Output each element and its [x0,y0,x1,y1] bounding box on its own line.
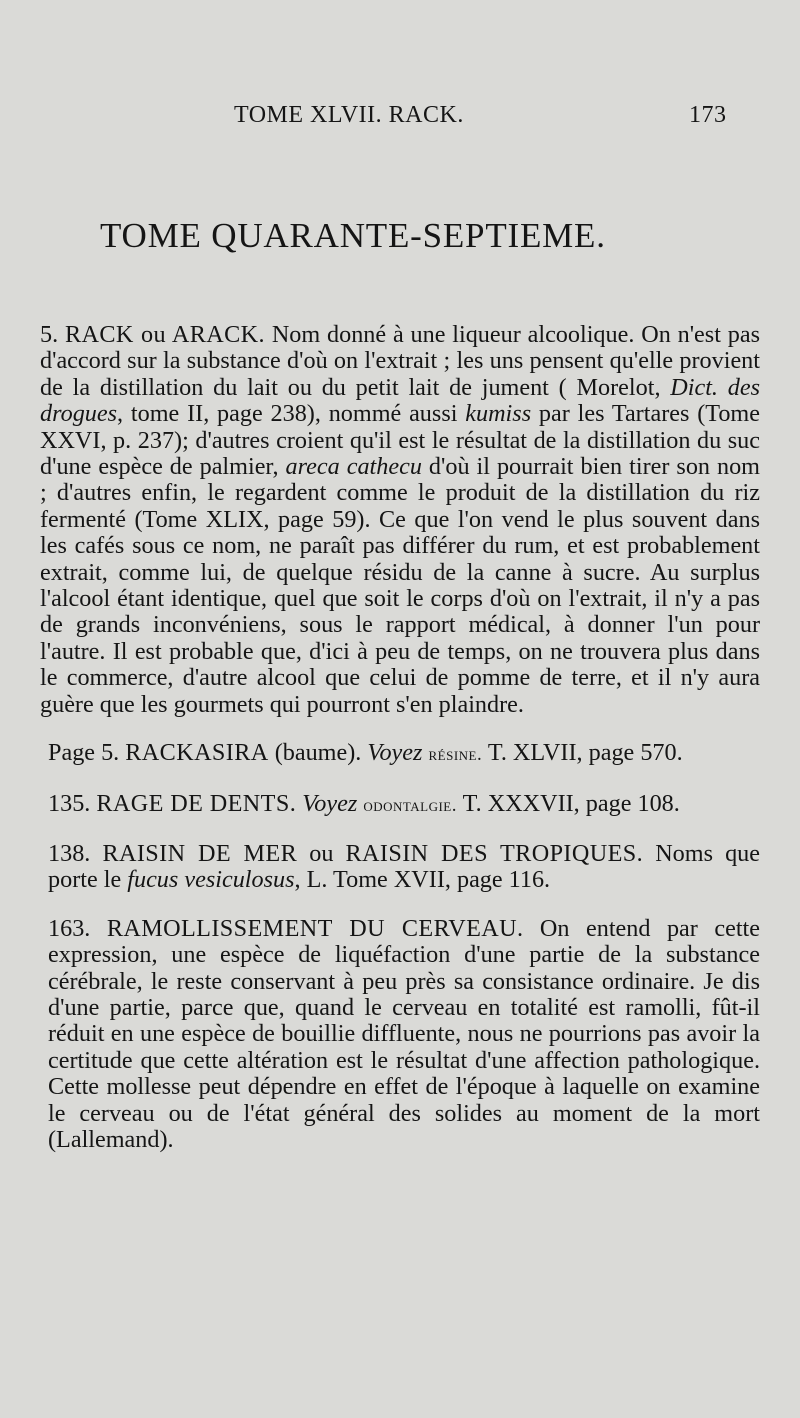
entry-headword: RACKASIRA [125,739,269,767]
entry-text: On entend par cette expression, une espèce de liquéfaction d'une partie de la substance cérébrale, le reste conservant à peu près sa consistance ordinaire. Je dis d'une partie, parce que, quand le cerveau en totalité est ramolli, fût-il réduit en une espèce de bouillie diffluente, nous ne pourrions pas avoir la certitude que cette altération est le résultat d'une affection pathologique. Cette mollesse peut dépendre en effet de l'époque à laquelle on examine le cerveau ou de l'état général des solides au moment de la mort (Lallemand). [48,914,760,1153]
entry-text: ou [297,839,346,867]
entry-ref: 138. [48,839,91,867]
entry-text: , tome II, page 238), nommé aussi [117,400,466,428]
running-title: TOME XLVII. RACK. [234,102,464,128]
entry-text: (baume). [268,739,368,767]
page-number: 173 [689,102,727,128]
entry-text: T. XXXVII, page 108. [457,789,680,817]
entry-text: T. XLVII, page 570. [482,739,683,767]
cross-reference: odontalgie. [363,794,458,816]
entry-rack [40,322,760,718]
entry-italic: areca cathecu [285,453,422,481]
entry-text: par les Tartares (Tome XXVI, p. 237); d'autres croient qu'il est le résultat de la distillation du suc d'une espèce de palmier, [40,400,760,481]
entry-headword: RAISIN DE MER [102,839,298,867]
running-head [0,102,800,136]
entry-rackasira [40,740,760,768]
entry-ref: 163. [48,914,91,942]
entry-raisin-de-mer [40,841,760,894]
entry-italic: Dict. des drogues [40,373,760,428]
voyez-label: Voyez [302,789,358,817]
page-body [40,322,760,1153]
entry-headword: RAISIN DES TROPIQUES. [345,839,644,867]
entry-italic: fucus vesiculosus [127,866,295,894]
entry-italic: kumiss [465,400,532,428]
voyez-label: Voyez [367,739,423,767]
entry-rage-de-dents [40,791,760,819]
cross-reference: résine. [428,744,483,766]
entry-ref: Page 5. [48,739,120,767]
entry-ref: 135. [48,789,91,817]
section-title: TOME QUARANTE-SEPTIEME. [100,216,606,255]
entry-headword: RAGE DE DENTS. [96,789,297,817]
entry-text: d'où il pourrait bien tirer son nom ; d'autres enfin, le regardent comme le produit de la distillation du riz fermenté (Tome XLIX, page 59). Ce que l'on vend le plus souvent dans les cafés sous ce nom, ne paraît pas différer du rum, et est probablement extrait, comme lui, de quelque résidu de la canne à sucre. Au surplus l'alcool étant identique, quel que soit le corps d'où on l'extrait, il n'y a pas de grands inconvéniens, sous le rapport médical, à donner l'un pour l'autre. Il est probable que, d'ici à peu de temps, on ne trouvera plus dans le commerce, d'autre alcool que celui de pomme de terre, et il n'y aura guère que les gourmets qui pourront s'en plaindre. [40,453,760,718]
entry-text: Noms que porte le [48,839,760,894]
entry-text: , L. Tome XVII, page 116. [294,866,551,894]
entry-text: Nom donné à une liqueur alcoolique. On n'est pas d'accord sur la substance d'où on l'extrait ; les uns pensent qu'elle provient de la distillation du lait ou du petit lait de jument ( Morelot, [40,321,760,401]
entry-headword: RACK ou ARACK. [64,321,265,348]
entry-ramollissement [40,916,760,1154]
entry-headword: RAMOLLISSEMENT DU CERVEAU. [106,914,524,942]
entry-ref: 5. [40,321,59,348]
